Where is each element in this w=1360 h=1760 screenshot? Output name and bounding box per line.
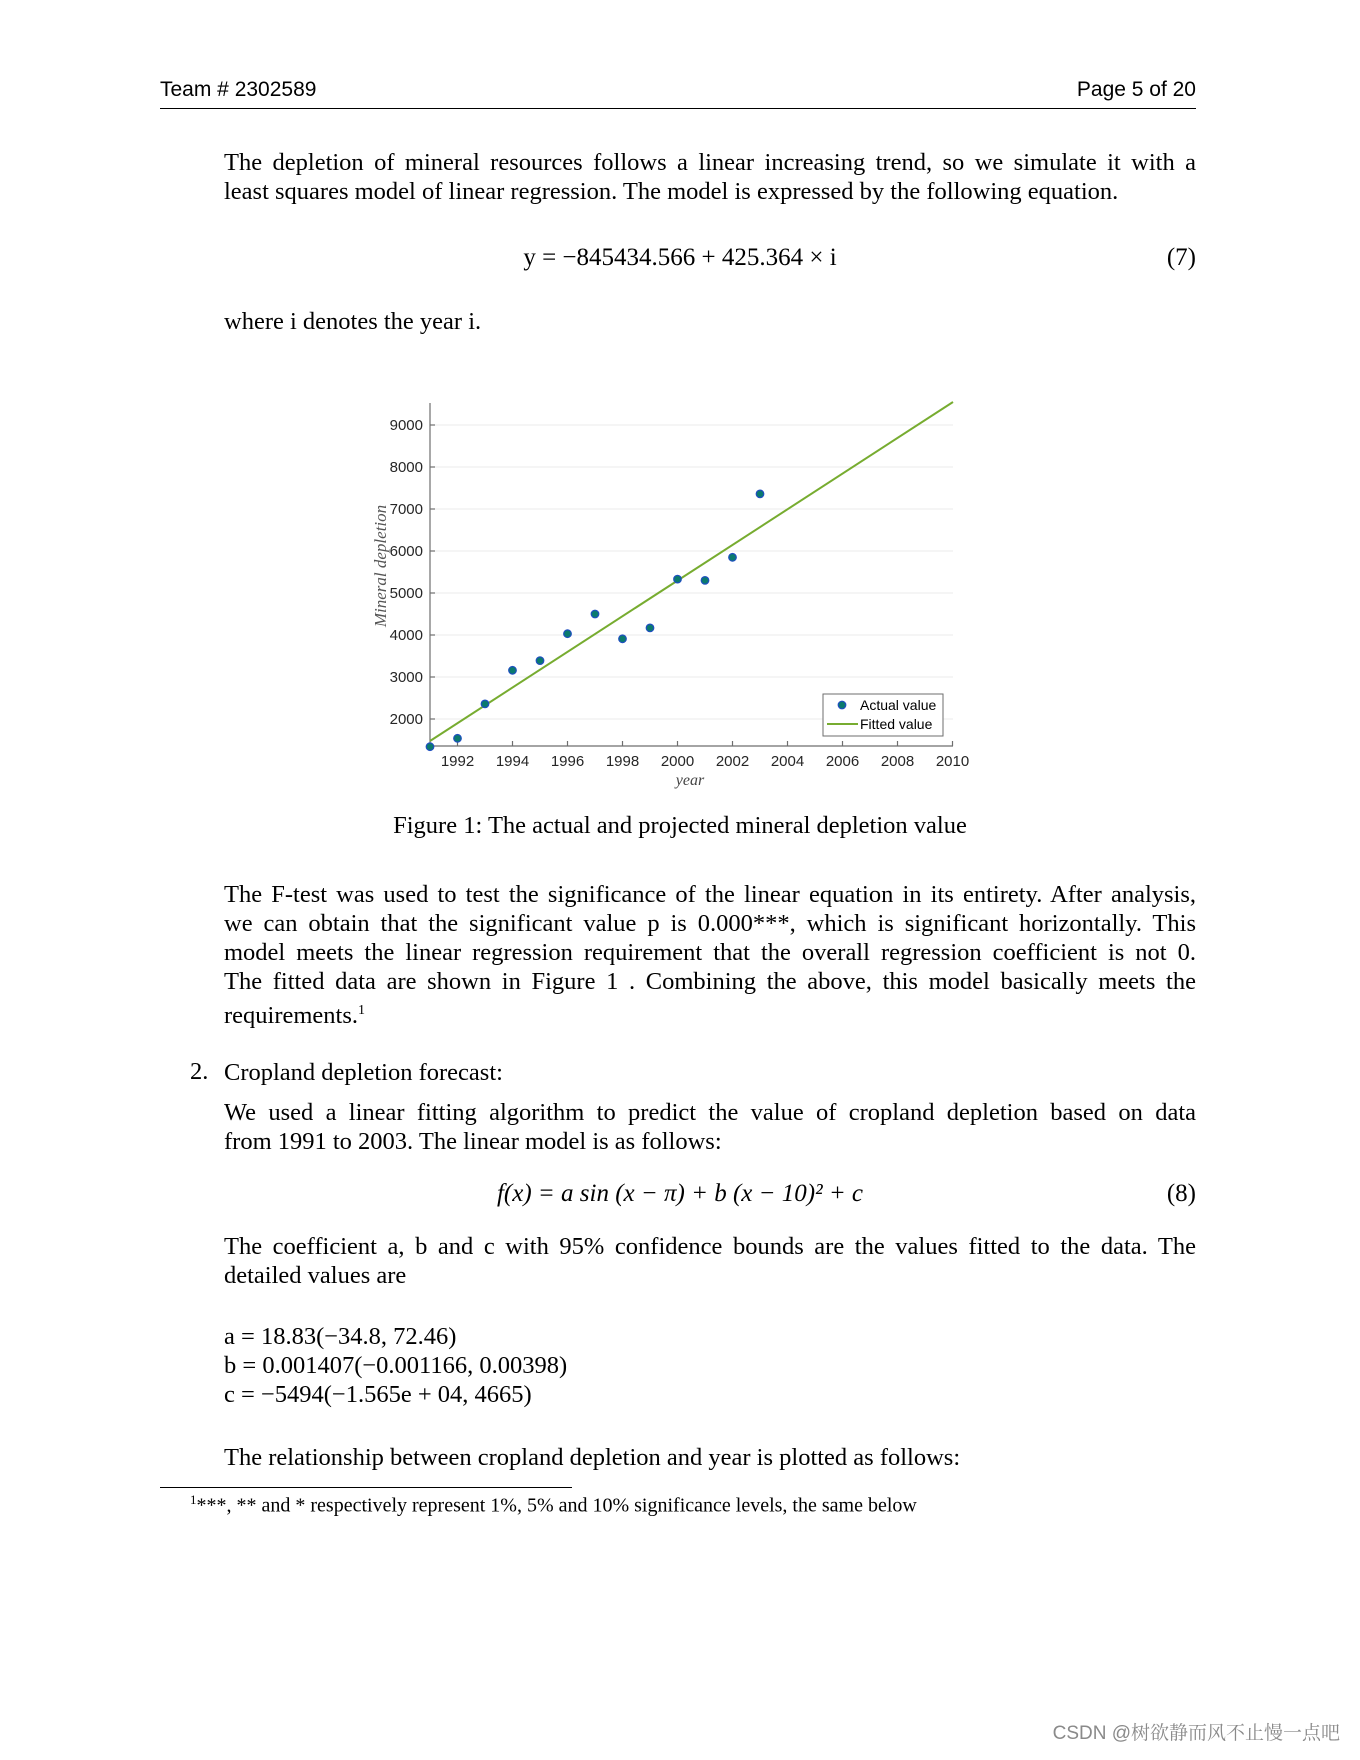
- svg-text:9000: 9000: [389, 417, 423, 434]
- footnote-rule: [160, 1487, 572, 1488]
- relationship-text: The relationship between cropland depletion and year is plotted as follows:: [224, 1444, 961, 1471]
- svg-text:2010: 2010: [935, 753, 970, 770]
- svg-text:1992: 1992: [440, 753, 475, 770]
- coef-line-2: detailed values are: [224, 1262, 407, 1289]
- chart-legend: [823, 694, 943, 736]
- legend-actual: Actual value: [860, 697, 937, 713]
- ftest-line-3: model meets the linear regression requirement that the overall regression coefficient is not 0.: [224, 939, 1196, 966]
- footnote-mark: 1: [190, 1492, 197, 1507]
- value-b: b = 0.001407(−0.001166, 0.00398): [224, 1352, 568, 1379]
- team-number: Team # 2302589: [160, 78, 317, 101]
- svg-text:4000: 4000: [389, 627, 423, 644]
- coef-line-1: The coefficient a, b and c with 95% confidence bounds are the values fitted to the data. The: [224, 1233, 1196, 1260]
- page-number: Page 5 of 20: [1076, 78, 1196, 101]
- cropland-line-1: We used a linear fitting algorithm to predict the value of cropland depletion based on data: [224, 1099, 1196, 1126]
- svg-text:1996: 1996: [550, 753, 585, 770]
- svg-text:2008: 2008: [880, 753, 915, 770]
- list-item-number: 2.: [190, 1058, 209, 1085]
- svg-text:7000: 7000: [389, 501, 423, 518]
- ftest-line-5: requirements.$^1$: [224, 1002, 366, 1030]
- ftest-line-1: The F-test was used to test the significance of the linear equation in its entirety. After analysis,: [224, 881, 1196, 908]
- y-tick-labels: [390, 417, 423, 728]
- footnote: [190, 1492, 917, 1518]
- svg-text:2000: 2000: [660, 753, 695, 770]
- equation-8-number: (8): [1166, 1180, 1196, 1207]
- svg-text:5000: 5000: [389, 585, 423, 602]
- svg-text:3000: 3000: [389, 669, 423, 686]
- x-tick-labels: [441, 753, 969, 770]
- equation-8-text: f(x) = a sin (x − π) + b (x − 10)² + c: [496, 1180, 864, 1207]
- equation-8: [0, 1180, 1360, 1208]
- list-item-title: Cropland depletion forecast:: [224, 1059, 503, 1086]
- ftest-line-2: we can obtain that the significant value p is 0.000***, which is significant horizontally. This: [224, 910, 1196, 937]
- svg-text:1998: 1998: [605, 753, 640, 770]
- y-axis-label: Mineral depletion: [371, 504, 390, 628]
- value-a: a = 18.83(−34.8, 72.46): [224, 1323, 457, 1350]
- svg-text:8000: 8000: [389, 459, 423, 476]
- svg-text:2004: 2004: [770, 753, 805, 770]
- coefficient-paragraph: [224, 1232, 1196, 1290]
- ftest-line-4: The fitted data are shown in Figure 1 . Combining the above, this model basically meets the: [224, 968, 1196, 995]
- svg-text:2002: 2002: [715, 753, 750, 770]
- fitted-line: [430, 402, 953, 741]
- equation-7-text: y = −845434.566 + 425.364 × i: [523, 244, 837, 271]
- ftest-paragraph: [224, 880, 1196, 1030]
- intro-line-2: least squares model of linear regression. The model is expressed by the following equation.: [224, 178, 1119, 205]
- equation-7-number: (7): [1166, 244, 1196, 271]
- mineral-depletion-chart: [0, 0, 1360, 800]
- cropland-paragraph: [224, 1098, 1196, 1156]
- svg-text:1994: 1994: [495, 753, 530, 770]
- coefficient-values: [224, 1322, 1196, 1409]
- x-axis-label: year: [675, 772, 705, 789]
- legend-fitted: Fitted value: [860, 716, 933, 732]
- csdn-watermark: CSDN @树欲静而风不止慢一点吧: [1052, 1723, 1340, 1744]
- figure-caption: Figure 1: The actual and projected mineral depletion value: [393, 812, 967, 839]
- svg-text:2006: 2006: [825, 753, 860, 770]
- value-c: c = −5494(−1.565e + 04, 4665): [224, 1381, 532, 1408]
- intro-line-1: The depletion of mineral resources follows a linear increasing trend, so we simulate it with a: [224, 149, 1196, 176]
- footnote-reference[interactable]: 1: [358, 1003, 366, 1018]
- where-text: where i denotes the year i.: [224, 308, 482, 335]
- footnote-text: ***, ** and * respectively represent 1%, 5% and 10% significance levels, the same below: [196, 1494, 917, 1517]
- cropland-line-2: from 1991 to 2003. The linear model is as follows:: [224, 1128, 722, 1155]
- svg-text:2000: 2000: [389, 711, 423, 728]
- svg-text:6000: 6000: [389, 543, 423, 560]
